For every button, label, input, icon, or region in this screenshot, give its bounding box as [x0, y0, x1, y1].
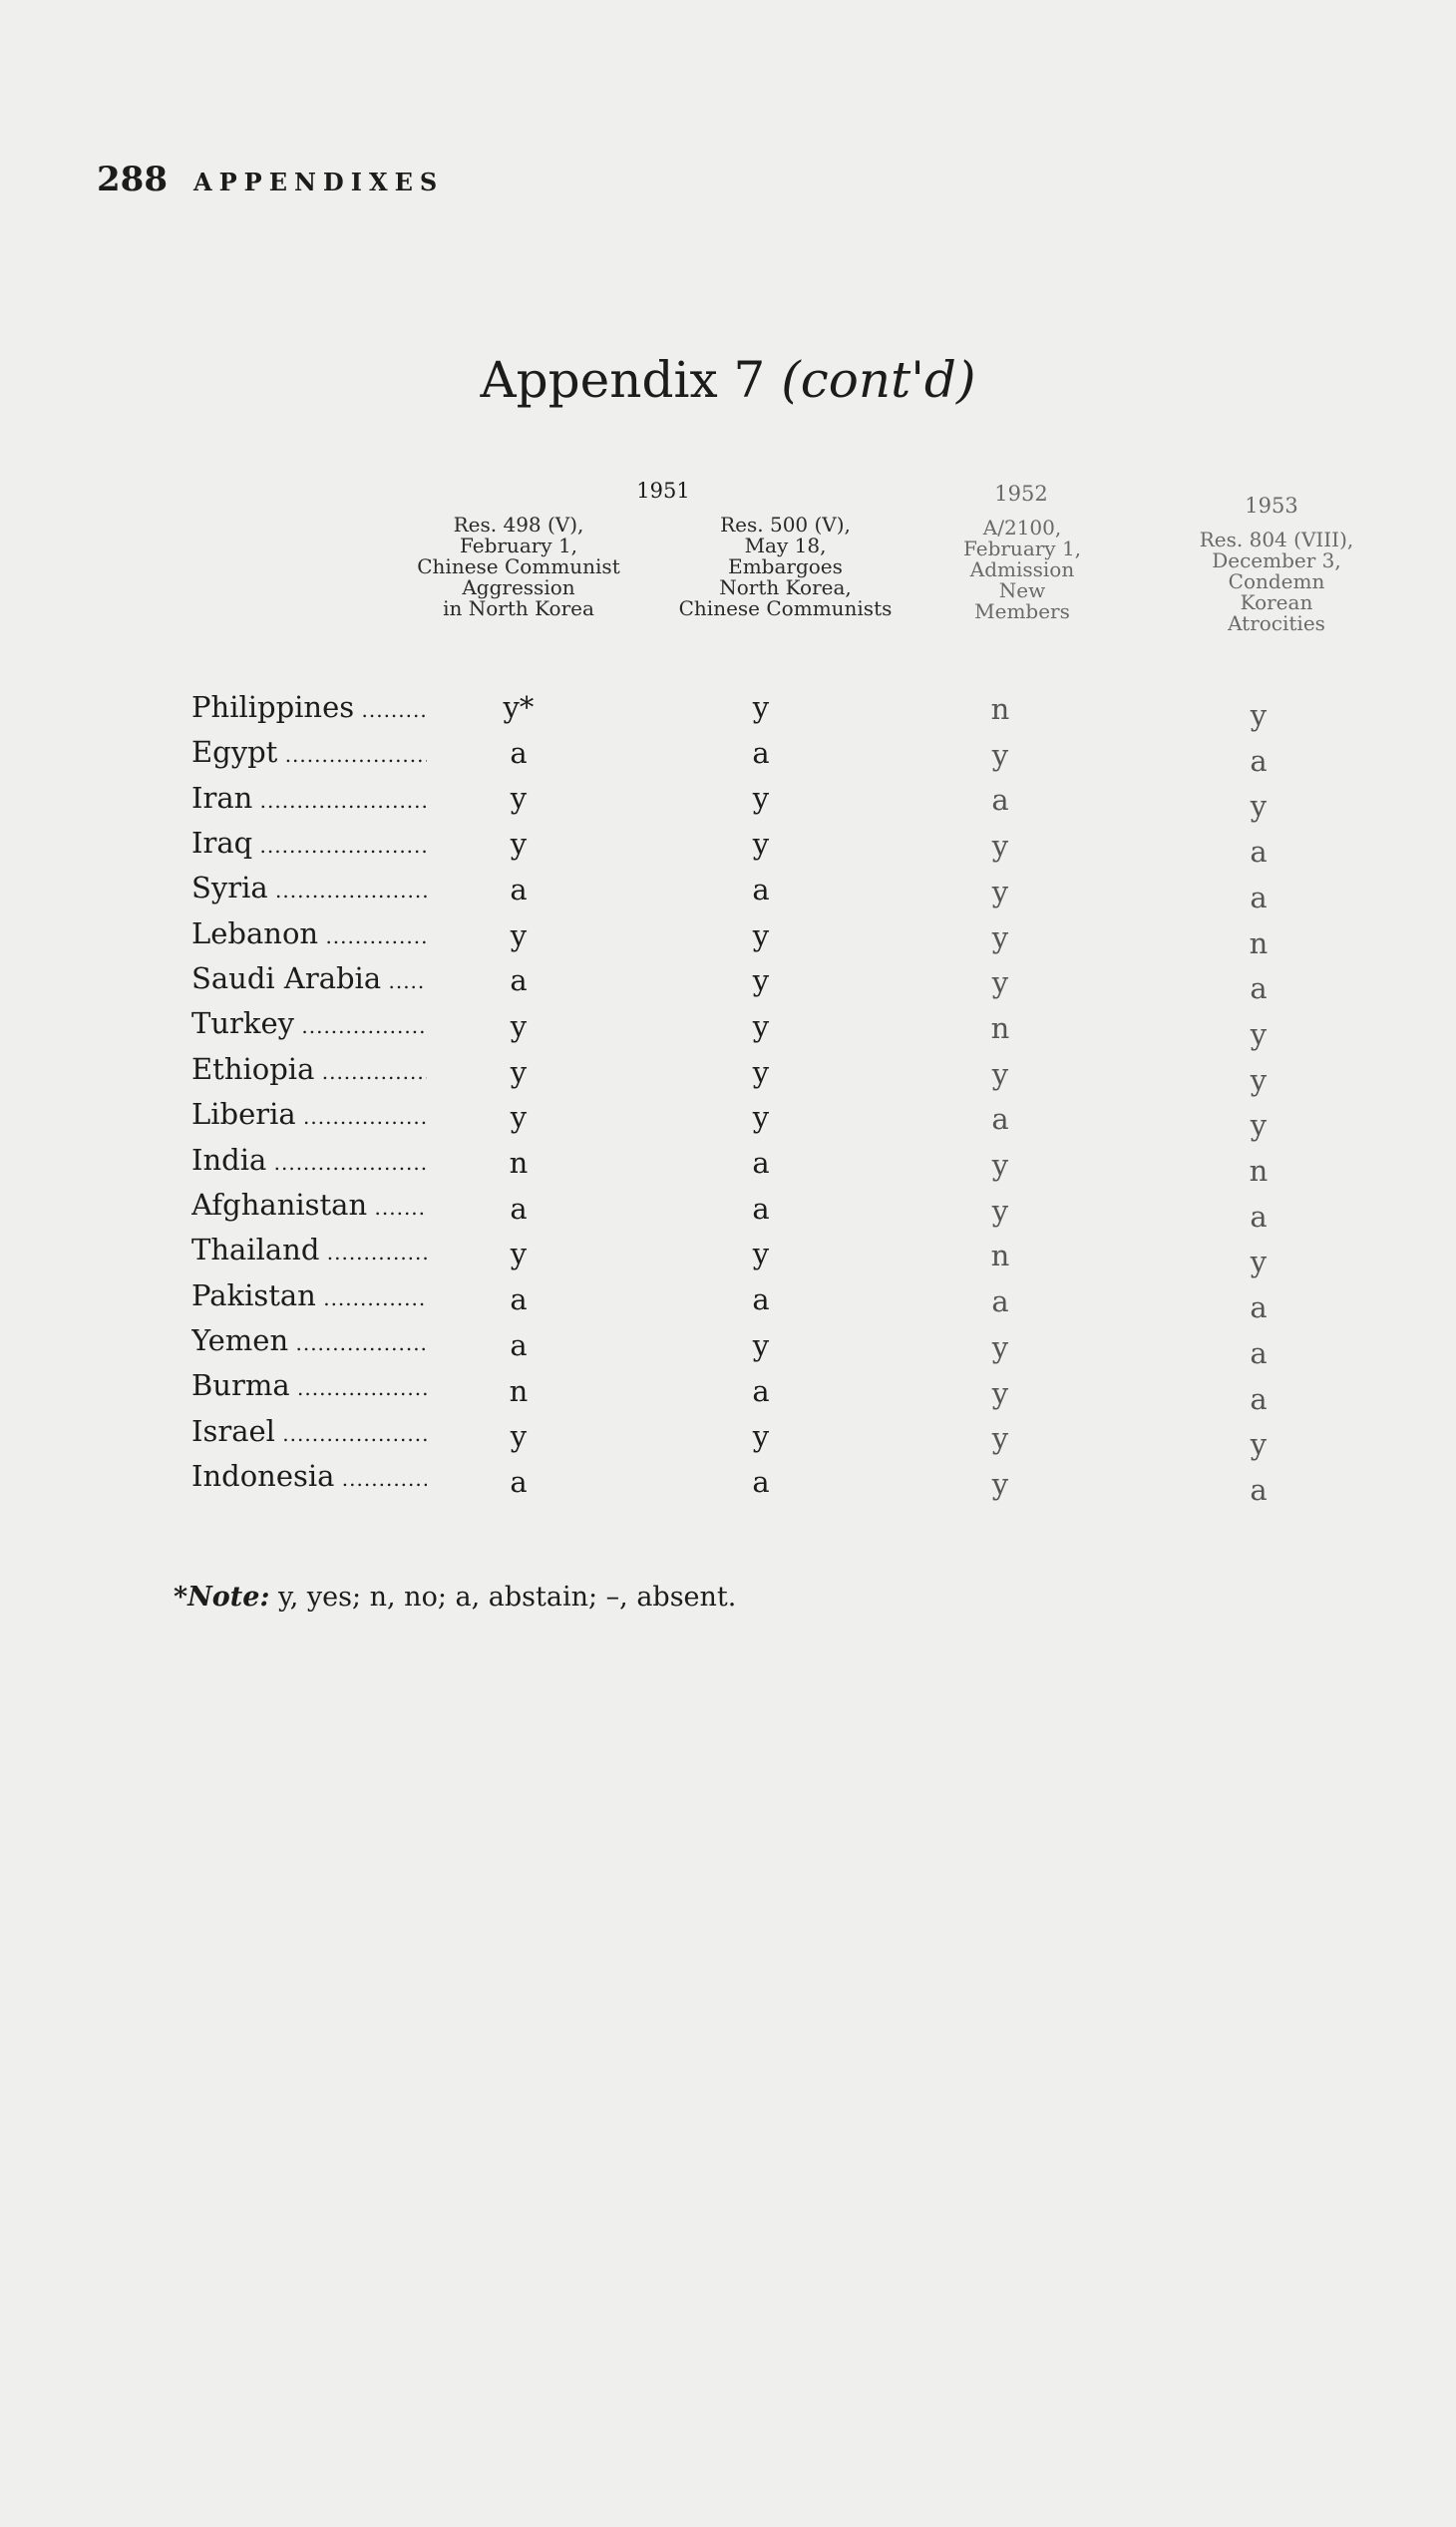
vote-cell: y	[991, 919, 1009, 954]
country-label: Pakistan .....	[191, 1278, 427, 1312]
country-label: Burma .....	[191, 1368, 427, 1402]
page-header	[97, 160, 444, 199]
column-header-res-500: Res. 500 (V), May 18, Embargoes North Korea, Chinese Communists	[678, 513, 893, 620]
vote-cell: y	[991, 737, 1009, 772]
year-1953: 1953	[1245, 494, 1298, 518]
footnote	[174, 1582, 736, 1613]
vote-cell: y	[752, 827, 770, 862]
year-1951: 1951	[636, 479, 690, 503]
vote-cell: n	[990, 692, 1010, 726]
vote-cell: y	[991, 1421, 1009, 1456]
vote-cell: y	[510, 1008, 528, 1043]
vote-cell: y	[752, 963, 770, 998]
vote-cell: a	[1250, 1199, 1268, 1234]
vote-cell: a	[510, 1327, 528, 1362]
vote-cell: y	[1250, 698, 1268, 732]
vote-cell: y	[752, 1327, 770, 1362]
page-title	[0, 351, 1456, 409]
country-label: Syria .....	[191, 871, 427, 904]
vote-cell: a	[510, 1464, 528, 1499]
vote-cell: a	[991, 1102, 1009, 1137]
vote-cell: a	[1250, 1381, 1268, 1416]
vote-cell: n	[509, 1373, 529, 1408]
country-label: Afghanistan .....	[191, 1188, 427, 1222]
country-label: Indonesia .....	[191, 1459, 427, 1493]
vote-cell: n	[990, 1010, 1010, 1045]
vote-cell: y	[1250, 1245, 1268, 1279]
country-label: Ethiopia .....	[191, 1052, 427, 1086]
vote-cell: y	[1250, 1427, 1268, 1462]
vote-cell: y	[752, 781, 770, 816]
country-label: Yemen .....	[191, 1323, 427, 1357]
vote-cell: a	[510, 1282, 528, 1317]
vote-cell: a	[752, 1373, 770, 1408]
vote-cell: y	[510, 917, 528, 952]
vote-cell: n	[990, 1239, 1010, 1273]
vote-cell: y	[1250, 1062, 1268, 1097]
vote-cell: y	[1250, 789, 1268, 824]
vote-cell: y	[752, 1100, 770, 1135]
vote-cell: n	[509, 1146, 529, 1180]
vote-cell: y	[991, 1329, 1009, 1364]
vote-cell: a	[1250, 743, 1268, 778]
country-label: Saudi Arabia .....	[191, 961, 427, 995]
vote-cell: y	[752, 1008, 770, 1043]
year-1952: 1952	[994, 482, 1048, 506]
footnote-text: y, yes; n, no; a, abstain; –, absent.	[278, 1582, 737, 1613]
vote-cell: y	[991, 1056, 1009, 1091]
vote-cell: a	[752, 1191, 770, 1226]
vote-cell: y	[991, 1148, 1009, 1182]
vote-cell: y	[1250, 1108, 1268, 1143]
column-header-a-2100: A/2100, February 1, Admission New Members	[962, 516, 1082, 623]
vote-cell: a	[752, 1464, 770, 1499]
vote-cell: y	[510, 1419, 528, 1454]
country-label: Thailand .....	[191, 1233, 427, 1266]
footnote-label: *Note:	[174, 1582, 270, 1613]
page-number: 288	[97, 160, 168, 199]
vote-cell: n	[1249, 1154, 1269, 1188]
section-title: APPENDIXES	[192, 168, 445, 196]
vote-cell: y	[510, 827, 528, 862]
vote-cell: a	[1250, 1472, 1268, 1507]
column-header-res-498: Res. 498 (V), February 1, Chinese Communist Aggression in North Korea	[417, 513, 620, 620]
vote-cell: y*	[503, 690, 535, 724]
vote-cell: y	[752, 690, 770, 724]
vote-cell: y	[752, 917, 770, 952]
vote-cell: y	[991, 1466, 1009, 1501]
column-header-res-804: Res. 804 (VIII), December 3, Condemn Korean Atrocities	[1199, 528, 1354, 635]
vote-cell: y	[510, 1237, 528, 1271]
vote-cell: a	[1250, 1335, 1268, 1370]
country-label: Iran .....	[191, 781, 427, 815]
vote-cell: y	[991, 829, 1009, 864]
country-label: India .....	[191, 1143, 427, 1177]
vote-cell: y	[991, 874, 1009, 908]
vote-cell: y	[991, 1193, 1009, 1228]
vote-cell: a	[510, 1191, 528, 1226]
vote-cell: a	[752, 1282, 770, 1317]
vote-cell: a	[1250, 835, 1268, 870]
vote-cell: a	[991, 783, 1009, 818]
vote-cell: y	[752, 1419, 770, 1454]
vote-cell: y	[991, 965, 1009, 1000]
vote-cell: a	[510, 963, 528, 998]
vote-cell: a	[510, 735, 528, 770]
vote-cell: a	[752, 1146, 770, 1180]
country-label: Turkey .....	[191, 1006, 427, 1040]
country-label: Israel .....	[191, 1414, 427, 1448]
vote-cell: y	[752, 1237, 770, 1271]
vote-cell: y	[510, 1054, 528, 1089]
country-label: Lebanon .....	[191, 916, 427, 950]
vote-cell: y	[1250, 1016, 1268, 1051]
country-label: Philippines .....	[191, 690, 427, 724]
vote-cell: a	[752, 872, 770, 906]
vote-cell: n	[1249, 925, 1269, 960]
vote-cell: y	[510, 781, 528, 816]
country-label: Egypt .....	[191, 735, 427, 769]
vote-cell: a	[1250, 971, 1268, 1006]
vote-cell: y	[752, 1054, 770, 1089]
title-main: Appendix 7	[480, 351, 766, 409]
vote-cell: a	[1250, 1290, 1268, 1325]
vote-cell: y	[991, 1375, 1009, 1410]
vote-cell: y	[510, 1100, 528, 1135]
vote-cell: a	[752, 735, 770, 770]
vote-cell: a	[510, 872, 528, 906]
title-cont: (cont'd)	[781, 351, 976, 409]
vote-cell: a	[1250, 880, 1268, 914]
vote-cell: a	[991, 1284, 1009, 1319]
country-label: Iraq .....	[191, 826, 427, 860]
country-label: Liberia .....	[191, 1097, 427, 1131]
